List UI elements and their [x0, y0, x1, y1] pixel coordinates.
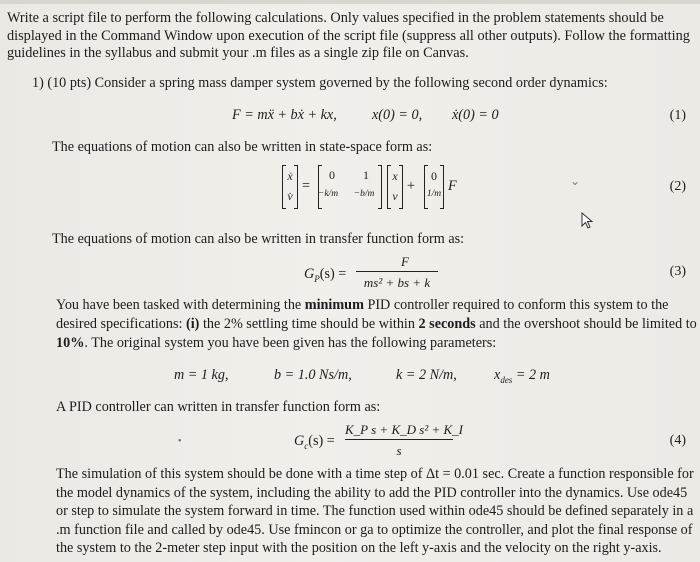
param-b: b = 1.0 Ns/m, — [274, 367, 352, 383]
problem-heading: 1) (10 pts) Consider a spring mass damper system governed by the following second order dynamics: — [32, 75, 608, 91]
a12-cell: 1 — [363, 168, 369, 182]
param-xdes-sub: des — [500, 374, 513, 385]
eq3-sub: P — [314, 273, 320, 284]
b2-cell: 1/m — [426, 189, 442, 199]
eq4-sub: c — [304, 440, 309, 451]
eq3-numerator: F — [401, 254, 409, 269]
eq1-ic2: ẋ(0) = 0 — [452, 107, 499, 123]
eq4-arg: (s) = — [308, 433, 335, 449]
task-line-2-bold-2: 2 seconds — [418, 316, 476, 332]
state-space-text: The equations of motion can also be written in state-space form as: — [52, 139, 433, 155]
task-line-1-bold: minimum — [304, 297, 364, 313]
eq4-number: (4) — [669, 433, 686, 448]
bullet-dot: • — [178, 436, 182, 447]
eq2-plus: + — [407, 178, 416, 194]
top-border — [0, 0, 700, 4]
task-line-1 — [56, 296, 668, 315]
param-k: k = 2 N/m, — [396, 367, 457, 383]
param-m: m = 1 kg, — [174, 367, 229, 383]
sim-line-5: the system to the 2-meter step input with the position on the left y-axis and the velocity on the right y-axis. — [56, 540, 662, 556]
sim-line-3: or step to simulate the system forward in time. The function used within ode45 should be defined separately in a — [56, 503, 694, 519]
eq1-lhs: F = mẍ + bẋ + kx, — [232, 107, 337, 123]
task-line-3 — [56, 334, 496, 353]
task-line-2-bold-1: (i) — [186, 316, 200, 332]
stray-mark: ⌄ — [570, 174, 581, 188]
state-vector — [387, 166, 403, 208]
task-line-3-bold: 10% — [56, 335, 85, 351]
eq3-denominator: ms² + bs + k — [363, 275, 431, 290]
eq2-number: (2) — [669, 179, 686, 194]
eq1-ic1: x(0) = 0, — [372, 107, 423, 123]
vdot-cell: v̇ — [287, 189, 293, 203]
eq1-number: (1) — [669, 108, 686, 123]
a22-cell: −b/m — [353, 189, 375, 199]
state-derivative-vector — [282, 166, 298, 208]
b1-cell: 0 — [431, 169, 437, 183]
task-line-1-b: PID controller required to conform this system to the — [363, 297, 669, 313]
a11-cell: 0 — [329, 168, 335, 182]
eq3-number: (3) — [669, 264, 686, 279]
tf-text: The equations of motion can also be written in transfer function form as: — [52, 231, 465, 247]
eq3-arg: (s) = — [319, 266, 347, 282]
eq2-input: F — [448, 178, 457, 194]
mouse-cursor-icon — [581, 212, 595, 230]
eq3-g: G — [304, 266, 315, 282]
eq4-fraction-bar — [345, 439, 453, 440]
param-xdes — [494, 366, 550, 390]
task-line-2-a: desired specifications: — [56, 316, 187, 332]
intro-paragraph: Write a script file to perform the following calculations. Only values specified in the problem statements should be displayed in the Command Window upon execution of the script file (suppress all other outputs). Follow the formatting guidelines in the syllabus and submit your .m files as a single zip file on Canvas. — [7, 10, 690, 62]
param-xdes-x: x — [494, 367, 501, 383]
eq3-fraction-bar — [356, 271, 438, 272]
task-line-2 — [56, 315, 697, 334]
eq2-equals: = — [302, 178, 311, 194]
sim-line-4: .m function file and called by ode45. Use fmincon or ga to optimize the controller, and plot the final response of — [56, 521, 693, 538]
eq4-denominator: s — [396, 443, 402, 458]
eq4-lhs — [294, 432, 335, 456]
task-line-2-c: and the overshoot should be limited to — [475, 316, 697, 332]
task-line-1-a: You have been tasked with determining the — [56, 297, 305, 313]
pid-text: A PID controller can written in transfer function form as: — [56, 399, 381, 415]
a21-cell: −k/m — [317, 189, 339, 199]
a-matrix — [318, 166, 382, 208]
sim-line-1: The simulation of this system should be done with a time step of Δt = 0.01 sec. Create a function responsible for — [56, 466, 694, 482]
eq4-numerator: K_P s + K_D s² + K_I — [345, 422, 463, 437]
x-cell: x — [392, 169, 398, 183]
v-cell: v — [392, 189, 398, 203]
eq3-lhs — [304, 265, 346, 289]
sim-line-2: the model dynamics of the system, including the ability to add the PID controller into the dynamics. Use ode45 — [56, 484, 688, 501]
param-xdes-rest: = 2 m — [512, 367, 550, 383]
xdot-cell: ẋ — [287, 169, 293, 183]
task-line-3-rest: . The original system you have been given has the following parameters: — [84, 335, 497, 351]
task-line-2-b: the 2% settling time should be within — [199, 316, 419, 332]
eq4-g: G — [294, 433, 305, 449]
b-matrix — [424, 166, 444, 208]
